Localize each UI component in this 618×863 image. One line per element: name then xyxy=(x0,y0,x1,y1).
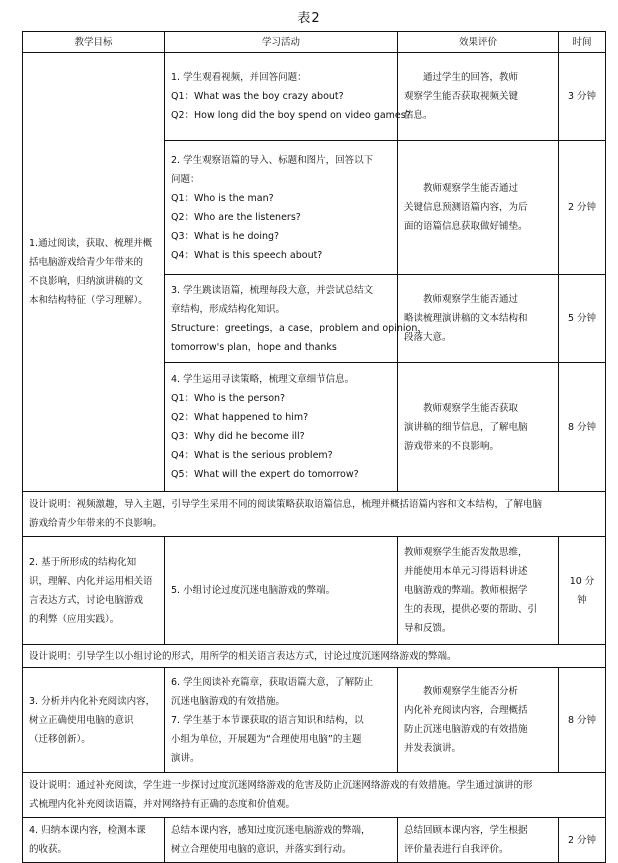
evaluation-cell xyxy=(398,141,559,275)
goal-line: 的利弊（应用实践）。 xyxy=(29,613,120,625)
design-note-row xyxy=(23,492,606,537)
evaluation-cell xyxy=(398,275,559,363)
activity-line: Q5：What will the expert do tomorrow? xyxy=(171,469,359,480)
activity-line: 4. 学生运用寻读策略，梳理文章细节信息。 xyxy=(171,374,355,385)
goal-line: 树立正确使用电脑的意识 xyxy=(29,714,134,726)
design-note-line: 设计说明：通过补充阅读，学生进一步探讨过度沉迷网络游戏的危害及防止沉迷网络游戏的有效措施。学生通过演讲的形 xyxy=(29,780,533,791)
evaluation-line: 生的表现，提供必要的帮助、引 xyxy=(404,604,538,615)
goal-line: 识，理解、内化并运用相关语 xyxy=(29,575,153,587)
table-row xyxy=(23,53,606,141)
evaluation-line: 并能使用本单元习得语料讲述 xyxy=(404,566,528,577)
activity-line: Structure：greetings，a case，problem and opinion， xyxy=(171,322,427,334)
activity-line: Q2：How long did the boy spend on video games? xyxy=(171,110,411,121)
evaluation-line: 面的语篇信息获取做好铺垫。 xyxy=(404,221,528,232)
activity-line: 5. 小组讨论过度沉迷电脑游戏的弊端。 xyxy=(171,585,336,596)
evaluation-line: 总结回顾本课内容，学生根据 xyxy=(404,825,528,836)
evaluation-line: 演讲稿的细节信息，了解电脑 xyxy=(404,421,528,433)
design-note xyxy=(23,492,606,537)
evaluation-line: 信息。 xyxy=(404,110,433,121)
table-row xyxy=(23,537,606,645)
evaluation-line: 导和反馈。 xyxy=(404,623,452,634)
evaluation-line: 关键信息预测语篇内容，为后 xyxy=(404,202,528,213)
time-cell: 8 分钟 xyxy=(559,363,606,492)
goal-line: 3. 分析并内化补充阅读内容， xyxy=(29,695,156,707)
design-note xyxy=(23,645,606,668)
evaluation-line: 教师观察学生能否分析 xyxy=(423,686,519,697)
table-row xyxy=(23,818,606,863)
activity-line: Q3：Why did he become ill? xyxy=(171,431,305,442)
evaluation-line: 并发表演讲。 xyxy=(404,743,462,754)
evaluation-line: 评价量表进行自我评价。 xyxy=(404,844,509,855)
goal-cell xyxy=(23,818,165,863)
evaluation-cell xyxy=(398,668,559,773)
header-activity: 学习活动 xyxy=(165,32,398,53)
activity-line: 3. 学生跳读语篇，梳理每段大意，并尝试总结文 xyxy=(171,284,374,296)
design-note-row xyxy=(23,645,606,668)
activity-line: Q2：Who are the listeners? xyxy=(171,211,301,223)
goal-line: 2. 基于所形成的结构化知 xyxy=(29,556,137,568)
goal-line: 括电脑游戏给青少年带来的 xyxy=(29,257,144,268)
evaluation-cell xyxy=(398,53,559,141)
activity-cell xyxy=(165,275,427,363)
evaluation-line: 电脑游戏的弊端。教师根据学 xyxy=(404,585,528,596)
activity-line: tomorrow's plan，hope and thanks xyxy=(171,341,337,353)
design-note-line: 设计说明：视频激趣，导入主题，引导学生采用不同的阅读策略获取语篇信息，梳理并概括语篇内容和文本结构，了解电脑 xyxy=(29,499,543,510)
time-cell: 3 分钟 xyxy=(559,53,606,141)
design-note xyxy=(23,773,606,818)
evaluation-line: 内化补充阅读内容，合理概括 xyxy=(404,705,528,716)
time-cell: 8 分钟 xyxy=(559,668,606,773)
evaluation-line: 略读梳理演讲稿的文本结构和 xyxy=(404,313,528,324)
header-evaluation: 效果评价 xyxy=(398,32,559,53)
activity-line: 2. 学生观察语篇的导入、标题和图片，回答以下 xyxy=(171,154,374,166)
activity-line: 章结构，形成结构化知识。 xyxy=(171,303,286,315)
design-note-line: 设计说明：引导学生以小组讨论的形式，用所学的相关语言表达方式，讨论过度沉迷网络游戏的弊端。 xyxy=(29,650,457,662)
goal-cell xyxy=(23,53,165,492)
evaluation-line: 游戏带来的不良影响。 xyxy=(404,440,500,452)
goal-cell xyxy=(23,537,165,645)
activity-cell xyxy=(165,818,398,863)
time-cell: 5 分钟 xyxy=(559,275,606,363)
goal-line: （迁移创新）。 xyxy=(29,733,91,745)
design-note-line: 式梳理内化补充阅读语篇，并对网络持有正确的态度和价值观。 xyxy=(29,799,296,810)
goal-line: 4. 归纳本课内容，检测本课 xyxy=(29,825,146,836)
lesson-plan-table xyxy=(22,31,606,863)
header-row xyxy=(23,32,606,53)
time-cell: 2 分钟 xyxy=(559,141,606,275)
evaluation-line: 教师观察学生能否获取 xyxy=(423,402,519,414)
header-time: 时间 xyxy=(559,32,606,53)
design-note-line: 游戏给青少年带来的不良影响。 xyxy=(29,518,163,529)
activity-line: 演讲。 xyxy=(171,752,200,764)
activity-cell xyxy=(165,53,411,141)
activity-line: Q4：What is this speech about? xyxy=(171,249,323,261)
time-cell: 2 分钟 xyxy=(559,818,606,863)
evaluation-line: 段落大意。 xyxy=(404,332,452,343)
header-goal: 教学目标 xyxy=(23,32,165,53)
activity-cell xyxy=(165,537,398,645)
evaluation-line: 教师观察学生能否通过 xyxy=(423,294,519,305)
goal-line: 言表达方式，讨论电脑游戏 xyxy=(29,594,144,606)
goal-line: 本和结构特征（学习理解）。 xyxy=(29,295,148,306)
table-title: 表2 xyxy=(297,11,321,26)
activity-cell xyxy=(165,141,398,275)
evaluation-line: 教师观察学生能否通过 xyxy=(423,183,519,194)
activity-line: 沉迷电脑游戏的有效措施。 xyxy=(171,695,286,707)
design-note-row xyxy=(23,773,606,818)
evaluation-cell xyxy=(398,363,559,492)
activity-line: Q4：What is the serious problem? xyxy=(171,450,333,461)
activity-cell xyxy=(165,668,398,773)
activity-line: 总结本课内容，感知过度沉迷电脑游戏的弊端， xyxy=(171,825,371,836)
activity-line: Q2：What happened to him? xyxy=(171,412,309,423)
evaluation-cell xyxy=(398,537,559,645)
activity-line: Q1：What was the boy crazy about? xyxy=(171,91,344,102)
table-row xyxy=(23,668,606,773)
activity-line: 问题： xyxy=(171,173,200,185)
evaluation-line: 观察学生能否获取视频关键 xyxy=(404,91,519,102)
goal-line: 1.通过阅读，获取、梳理并概 xyxy=(29,238,153,249)
evaluation-cell xyxy=(398,818,559,863)
evaluation-line: 教师观察学生能否发散思维， xyxy=(404,547,528,558)
activity-cell xyxy=(165,363,398,492)
activity-line: 小组为单位，开展题为“合理使用电脑”的主题 xyxy=(171,733,362,745)
time-cell: 10 分钟 xyxy=(559,537,606,645)
evaluation-line: 通过学生的回答，教师 xyxy=(423,72,519,83)
activity-line: 6. 学生阅读补充篇章，获取语篇大意，了解防止 xyxy=(171,676,374,688)
goal-line: 的收获。 xyxy=(29,844,68,855)
evaluation-line: 防止沉迷电脑游戏的有效措施 xyxy=(404,724,528,735)
activity-line: 树立合理使用电脑的意识，并落实到行动。 xyxy=(171,844,352,855)
goal-line: 不良影响，归纳演讲稿的文 xyxy=(29,276,144,287)
activity-line: Q1：Who is the man? xyxy=(171,192,274,204)
activity-line: Q1：Who is the person? xyxy=(171,393,286,404)
activity-line: 7. 学生基于本节课获取的语言知识和结构，以 xyxy=(171,714,364,726)
activity-line: 1. 学生观看视频，并回答问题： xyxy=(171,72,307,83)
activity-line: Q3：What is he doing? xyxy=(171,230,280,242)
goal-cell xyxy=(23,668,165,773)
